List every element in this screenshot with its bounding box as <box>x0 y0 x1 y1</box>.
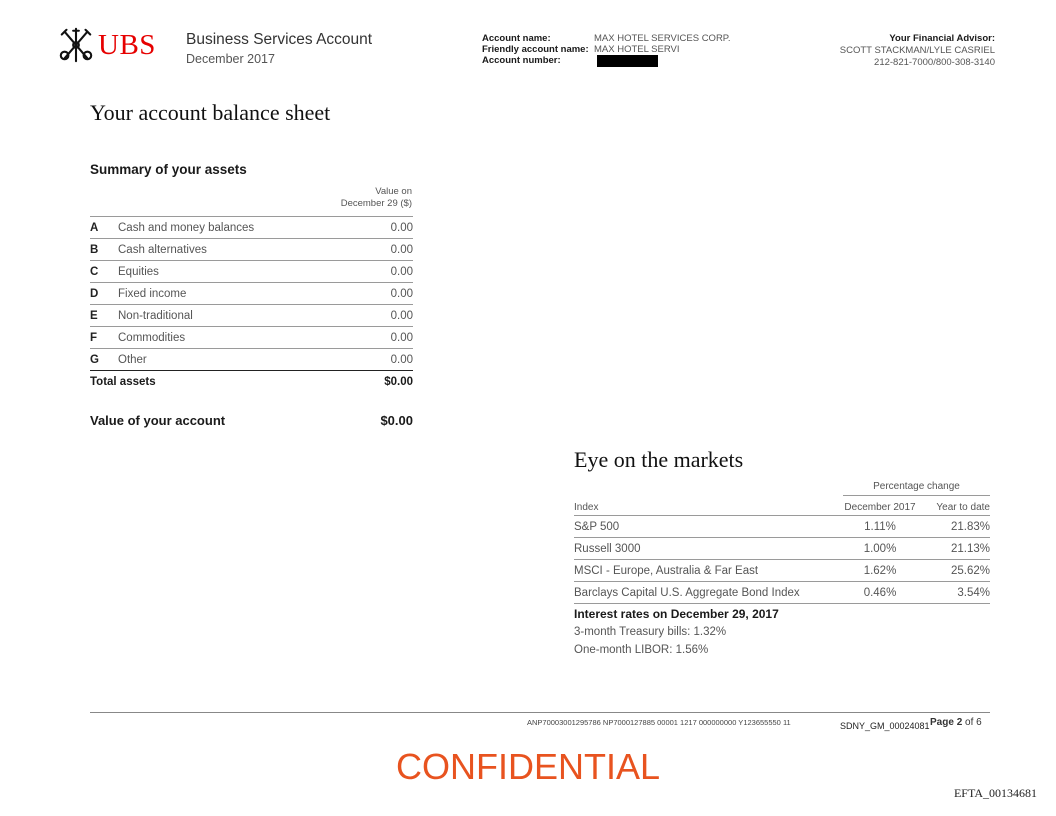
interest-rates-title: Interest rates on December 29, 2017 <box>574 607 779 621</box>
keys-icon <box>57 26 95 64</box>
statement-period: December 2017 <box>186 52 275 66</box>
table-row: A Cash and money balances 0.00 <box>90 216 413 238</box>
advisor-info <box>840 33 995 69</box>
percentage-change-header: Percentage change <box>843 481 990 496</box>
assets-table <box>90 216 413 393</box>
account-number-label: Account number: <box>482 55 561 66</box>
markets-table-header: Index December 2017 Year to date <box>574 502 990 513</box>
libor-rate: One-month LIBOR: 1.56% <box>574 644 709 656</box>
table-row: S&P 500 1.11% 21.83% <box>574 515 990 537</box>
footer-code: ANP70003001295786 NP7000127885 00001 1217 000000000 Y123655550 11 <box>527 718 791 727</box>
markets-title: Eye on the markets <box>574 447 744 472</box>
table-row: D Fixed income 0.00 <box>90 282 413 304</box>
table-row: F Commodities 0.00 <box>90 326 413 348</box>
logo-text: UBS <box>98 28 156 61</box>
table-row: B Cash alternatives 0.00 <box>90 238 413 260</box>
account-number-redaction <box>597 55 658 67</box>
bates-number: SDNY_GM_00024081 <box>840 721 930 731</box>
ubs-logo <box>57 23 167 67</box>
treasury-rate: 3-month Treasury bills: 1.32% <box>574 626 727 638</box>
account-type: Business Services Account <box>186 31 373 48</box>
markets-table <box>574 500 990 604</box>
table-row: C Equities 0.00 <box>90 260 413 282</box>
table-row: Barclays Capital U.S. Aggregate Bond Index 0.46% 3.54% <box>574 581 990 604</box>
table-row: G Other 0.00 <box>90 348 413 370</box>
confidential-stamp: CONFIDENTIAL <box>395 746 661 787</box>
friendly-name-label: Friendly account name: <box>482 44 589 55</box>
account-info <box>482 33 731 67</box>
account-name: MAX HOTEL SERVICES CORP. <box>594 33 731 44</box>
balance-sheet-title: Your account balance sheet <box>90 100 331 125</box>
value-column-header: Value on December 29 ($) <box>340 186 412 209</box>
page-number: Page 2 of 6 <box>930 717 982 728</box>
advisor-label: Your Financial Advisor: <box>889 33 995 44</box>
advisor-phone: 212-821-7000/800-308-3140 <box>874 57 995 68</box>
table-row: MSCI - Europe, Australia & Far East 1.62% 25.62% <box>574 559 990 581</box>
summary-title: Summary of your assets <box>90 162 247 177</box>
total-assets-row: Total assets $0.00 <box>90 370 413 393</box>
efta-id: EFTA_00134681 <box>953 786 1037 800</box>
friendly-name: MAX HOTEL SERVI <box>594 44 680 55</box>
table-row: E Non-traditional 0.00 <box>90 304 413 326</box>
footer-divider <box>90 712 990 713</box>
account-value-row: Value of your account $0.00 <box>90 413 413 428</box>
table-row: Russell 3000 1.00% 21.13% <box>574 537 990 559</box>
account-name-label: Account name: <box>482 33 551 44</box>
advisor-names: SCOTT STACKMAN/LYLE CASRIEL <box>839 45 995 56</box>
